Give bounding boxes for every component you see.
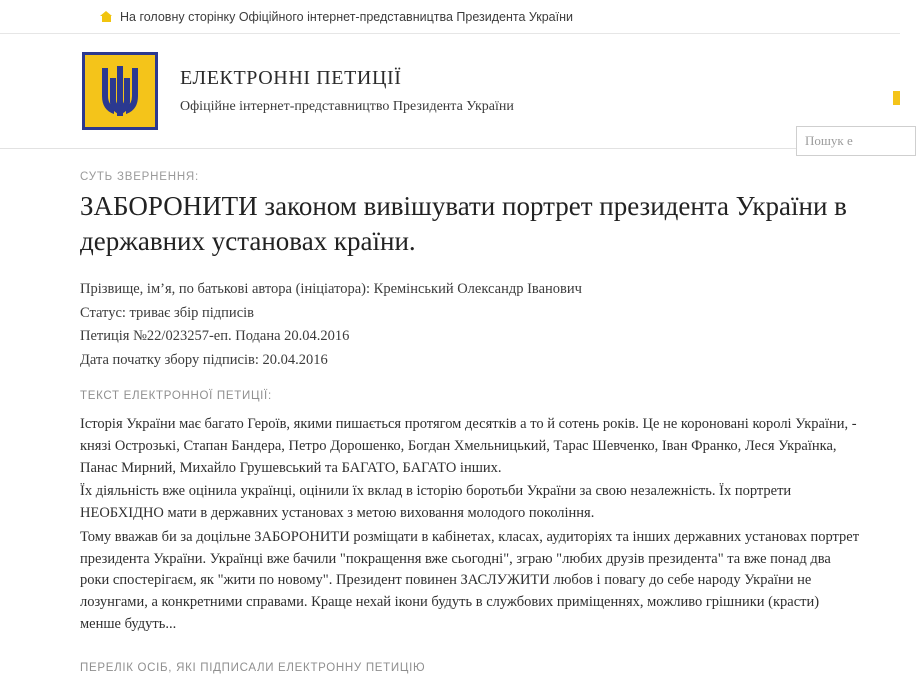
home-icon	[100, 11, 113, 22]
search-input[interactable]	[796, 126, 916, 156]
petition-eyebrow-label: СУТЬ ЗВЕРНЕННЯ:	[80, 171, 200, 183]
site-header	[0, 34, 900, 149]
petition-body	[80, 414, 860, 636]
petition-paragraph: Їх діяльність вже оцінила українці, оцінили їх вклад в історію боротьби України за свою незалежність. Їх портрети НЕОБХІДНО мати в державних установах з метою виховання молодого покоління.	[80, 483, 792, 522]
petition-status: Статус: триває збір підписів	[80, 304, 255, 321]
top-bar	[0, 0, 900, 34]
signers-list-label: ПЕРЕЛІК ОСІБ, ЯКІ ПІДПИСАЛИ ЕЛЕКТРОННУ ПЕТИЦІЮ	[80, 661, 426, 674]
search-box[interactable]	[796, 126, 916, 156]
page-title: ЕЛЕКТРОННІ ПЕТИЦІЇ	[180, 67, 402, 89]
header-titles	[180, 67, 514, 115]
petition-start-date: Дата початку збору підписів: 20.04.2016	[80, 351, 328, 368]
petition-text-label: ТЕКСТ ЕЛЕКТРОННОЇ ПЕТИЦІЇ:	[80, 390, 272, 403]
ukraine-trident-emblem-icon	[82, 52, 158, 130]
home-breadcrumb-label: На головну сторінку Офіційного інтернет-представництва Президента України	[120, 9, 573, 24]
accent-corner-mark	[893, 91, 900, 105]
petition-meta	[80, 278, 860, 372]
petition-paragraph: Тому вважав би за доцільне ЗАБОРОНИТИ розміщати в кабінетах, класах, аудиторіях та інших державних установах портрет президента України. Українці вже бачили "покращення вже сьогодні", зграю "любих друзів президента" та вже понад два роки спостерігаєм, як "жити по новому". Президент повинен ЗАСЛУЖИТИ любов і повагу до себе народу України не лозунгами, а конкретними справами. Краще нехай ікони будуть в службових приміщеннях, можливо грішники (красти) менше будуть...	[80, 528, 860, 632]
petition-paragraph: Історія України має багато Героїв, якими пишається протягом десятків а то й сотень років. Це не короновані королі України, - князі Острозькі, Стапан Бандера, Петро Дорошенко, Богдан Хмельницький, Тарас Шевченко, Іван Франко, Леся Українка, Панас Мирний, Михайло Грушевський та БАГАТО, БАГАТО інших.	[80, 416, 857, 476]
home-breadcrumb-link[interactable]	[100, 10, 573, 24]
petition-content	[0, 149, 900, 674]
petition-title: ЗАБОРОНИТИ законом вивішувати портрет президента України в державних установах країни.	[80, 191, 847, 256]
petition-author: Прізвище, ім’я, по батькові автора (ініціатора): Кремінський Олександр Іванович	[80, 281, 582, 298]
petition-number: Петиція №22/023257-еп. Подана 20.04.2016	[80, 328, 350, 345]
site-subtitle: Офіційне інтернет-представництво Президента України	[180, 99, 514, 114]
